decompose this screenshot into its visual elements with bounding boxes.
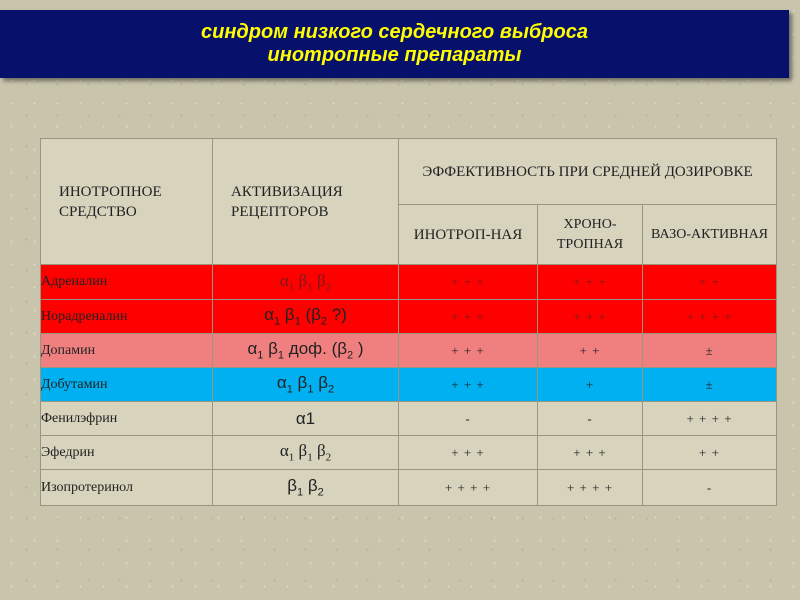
chronotropic-cell: + + + xyxy=(538,265,643,300)
inotropic-cell: - xyxy=(399,402,538,436)
agent-name: Адреналин xyxy=(41,265,213,300)
inotropic-cell: + + + xyxy=(399,265,538,300)
inotropic-cell: + + + xyxy=(399,334,538,368)
receptor-cell: $\alpha_1$ $\beta_1$ доф. ($\beta_2$ ) xyxy=(213,334,399,368)
agent-name: Эфедрин xyxy=(41,436,213,470)
title-line-1: синдром низкого сердечного выброса xyxy=(201,21,588,43)
receptor-cell: $\beta_1$ $\beta_2$ xyxy=(213,470,399,506)
vasoactive-cell: + + xyxy=(643,265,777,300)
vasoactive-cell: ± xyxy=(643,368,777,402)
chronotropic-cell: + + xyxy=(538,334,643,368)
chronotropic-cell: + + + + xyxy=(538,470,643,506)
agent-name: Норадреналин xyxy=(41,300,213,334)
table-row xyxy=(41,300,777,334)
vasoactive-cell: + + + + xyxy=(643,300,777,334)
header-chronotropic: ХРОНО-ТРОПНАЯ xyxy=(538,205,643,265)
inotropic-cell: + + + xyxy=(399,436,538,470)
vasoactive-cell: + + xyxy=(643,436,777,470)
slide-title xyxy=(0,10,789,78)
chronotropic-cell: + + + xyxy=(538,436,643,470)
inotropic-cell: + + + + xyxy=(399,470,538,506)
table-row xyxy=(41,470,777,506)
vasoactive-cell: ± xyxy=(643,334,777,368)
table-row xyxy=(41,436,777,470)
table-row xyxy=(41,265,777,300)
title-line-2: инотропные препараты xyxy=(267,44,522,66)
header-inotropic: ИНОТРОП-НАЯ xyxy=(399,205,538,265)
inotropic-cell: + + + xyxy=(399,368,538,402)
agent-name: Допамин xyxy=(41,334,213,368)
header-activation: АКТИВИЗАЦИЯ РЕЦЕПТОРОВ xyxy=(213,139,399,265)
header-vasoactive: ВАЗО-АКТИВНАЯ xyxy=(643,205,777,265)
inotropes-table xyxy=(40,138,777,506)
chronotropic-cell: + + + xyxy=(538,300,643,334)
header-efficacy: ЭФФЕКТИВНОСТЬ ПРИ СРЕДНЕЙ ДОЗИРОВКЕ xyxy=(399,139,777,205)
agent-name: Изопротеринол xyxy=(41,470,213,506)
vasoactive-cell: + + + + xyxy=(643,402,777,436)
receptor-cell: $\alpha_1$ $\beta_1$ $\beta_2$ xyxy=(213,368,399,402)
receptor-cell: $\alpha_1$ $\beta_1$ ($\beta_2$ ?) xyxy=(213,300,399,334)
receptor-cell: $\alpha_1$ $\beta_1$ $\beta_2$ xyxy=(213,265,399,300)
receptor-cell: $\alpha_1$ $\beta_1$ $\beta_2$ xyxy=(213,436,399,470)
table-row xyxy=(41,334,777,368)
header-agent: ИНОТРОПНОЕ СРЕДСТВО xyxy=(41,139,213,265)
agent-name: Добутамин xyxy=(41,368,213,402)
agent-name: Фенилэфрин xyxy=(41,402,213,436)
receptor-cell: α1 xyxy=(213,402,399,436)
table-row xyxy=(41,368,777,402)
chronotropic-cell: - xyxy=(538,402,643,436)
inotropic-cell: + + + xyxy=(399,300,538,334)
table-row xyxy=(41,402,777,436)
vasoactive-cell: - xyxy=(643,470,777,506)
chronotropic-cell: + xyxy=(538,368,643,402)
